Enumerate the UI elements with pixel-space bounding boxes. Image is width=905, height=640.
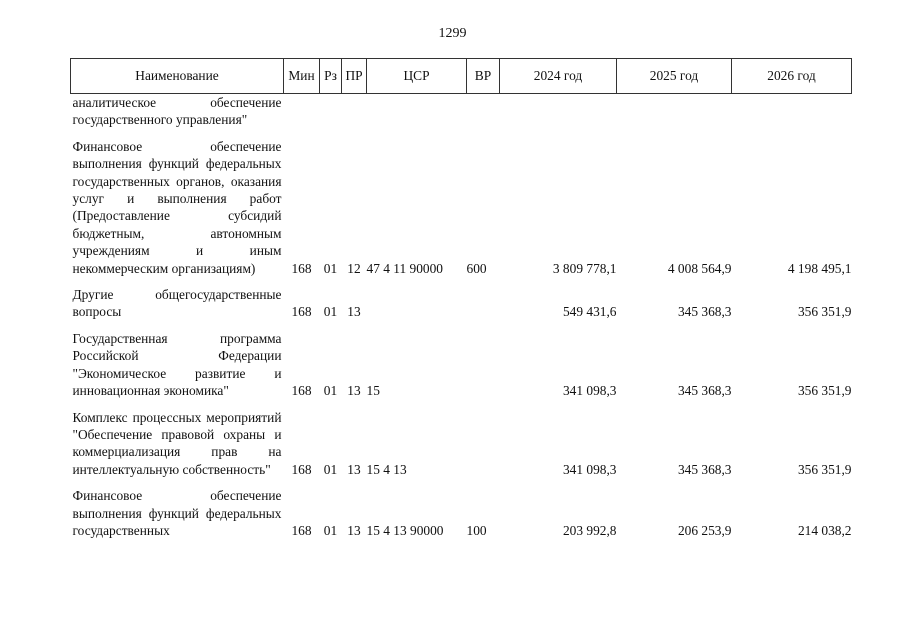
row-csr: [367, 277, 467, 321]
row-min: [284, 94, 320, 129]
row-pr: 13: [347, 522, 361, 538]
header-2024: 2024 год: [500, 59, 617, 94]
row-rz: 01: [323, 260, 338, 276]
row-rz: [320, 94, 342, 129]
header-name: Наименование: [71, 59, 284, 94]
row-2024: 549 431,6: [562, 304, 617, 320]
row-csr: 15 4 13: [366, 461, 407, 477]
row-2025: 4 008 564,9: [667, 260, 732, 276]
row-min: 168: [291, 383, 312, 399]
row-pr: 12: [347, 260, 361, 276]
page-number: 1299: [438, 26, 467, 41]
row-csr: 15 4 13 90000: [366, 522, 444, 538]
row-vr: 100: [466, 522, 487, 538]
row-2026: 4 198 495,1: [787, 260, 852, 276]
row-min: 168: [291, 522, 312, 538]
header-csr: ЦСР: [367, 59, 467, 94]
row-pr: 13: [347, 461, 361, 477]
row-rz: 01: [323, 383, 338, 399]
row-2025: 345 368,3: [677, 383, 732, 399]
row-2026: 356 351,9: [797, 461, 852, 477]
row-min: 168: [291, 461, 312, 477]
row-2024: 203 992,8: [562, 522, 617, 538]
budget-table: [70, 58, 852, 539]
row-2024: 341 098,3: [562, 461, 617, 477]
table-body: [71, 94, 852, 540]
row-vr: [467, 94, 500, 129]
row-min: 168: [291, 260, 312, 276]
row-pr: [342, 94, 367, 129]
row-csr: [367, 94, 467, 129]
row-2026: [732, 94, 852, 129]
row-csr: 15: [366, 383, 380, 399]
row-2026: 356 351,9: [797, 383, 852, 399]
row-name: Другие общегосударственные вопросы: [72, 287, 282, 320]
row-rz: 01: [323, 522, 338, 538]
table-header: [71, 59, 852, 94]
row-2026: 214 038,2: [797, 522, 852, 538]
row-name: Финансовое обеспечение выполнения функций федеральных государственных: [72, 488, 282, 538]
table-row: [71, 478, 852, 539]
row-2024: 341 098,3: [562, 383, 617, 399]
row-name: Комплекс процессных мероприятий "Обеспечение правовой охраны и коммерциализация прав на интеллектуальную собственность": [72, 409, 282, 477]
row-name: аналитическое обеспечение государственного управления": [72, 95, 282, 128]
header-2025: 2025 год: [617, 59, 732, 94]
row-2025: [617, 94, 732, 129]
row-2024: 3 809 778,1: [552, 260, 617, 276]
row-rz: 01: [323, 461, 338, 477]
header-2026: 2026 год: [732, 59, 852, 94]
table-row: [71, 321, 852, 400]
row-vr: [467, 321, 500, 400]
table-row: [71, 277, 852, 321]
header-row: [71, 59, 852, 94]
row-name: Финансовое обеспечение выполнения функций федеральных государственных органов, оказания услуг и выполнения работ (Предоставление субсидий бюджетным, автономным учреждениям и иным некоммерческим организациям): [72, 138, 282, 276]
row-name: Государственная программа Российской Федерации "Экономическое развитие и инновационная экономика": [72, 330, 282, 399]
row-pr: 13: [347, 383, 361, 399]
row-2024: [500, 94, 617, 129]
header-pr: ПР: [342, 59, 367, 94]
row-2025: 345 368,3: [677, 304, 732, 320]
row-2026: 356 351,9: [797, 304, 852, 320]
row-rz: 01: [323, 304, 338, 320]
row-2025: 206 253,9: [677, 522, 732, 538]
row-csr: 47 4 11 90000: [366, 260, 443, 276]
row-pr: 13: [347, 304, 361, 320]
row-vr: 600: [466, 260, 487, 276]
header-vr: ВР: [467, 59, 500, 94]
table-row: [71, 400, 852, 479]
row-min: 168: [291, 304, 312, 320]
header-rz: Рз: [320, 59, 342, 94]
table-row: [71, 129, 852, 277]
header-min: Мин: [284, 59, 320, 94]
row-vr: [467, 277, 500, 321]
row-vr: [467, 400, 500, 479]
table-row: [71, 94, 852, 129]
row-2025: 345 368,3: [677, 461, 732, 477]
